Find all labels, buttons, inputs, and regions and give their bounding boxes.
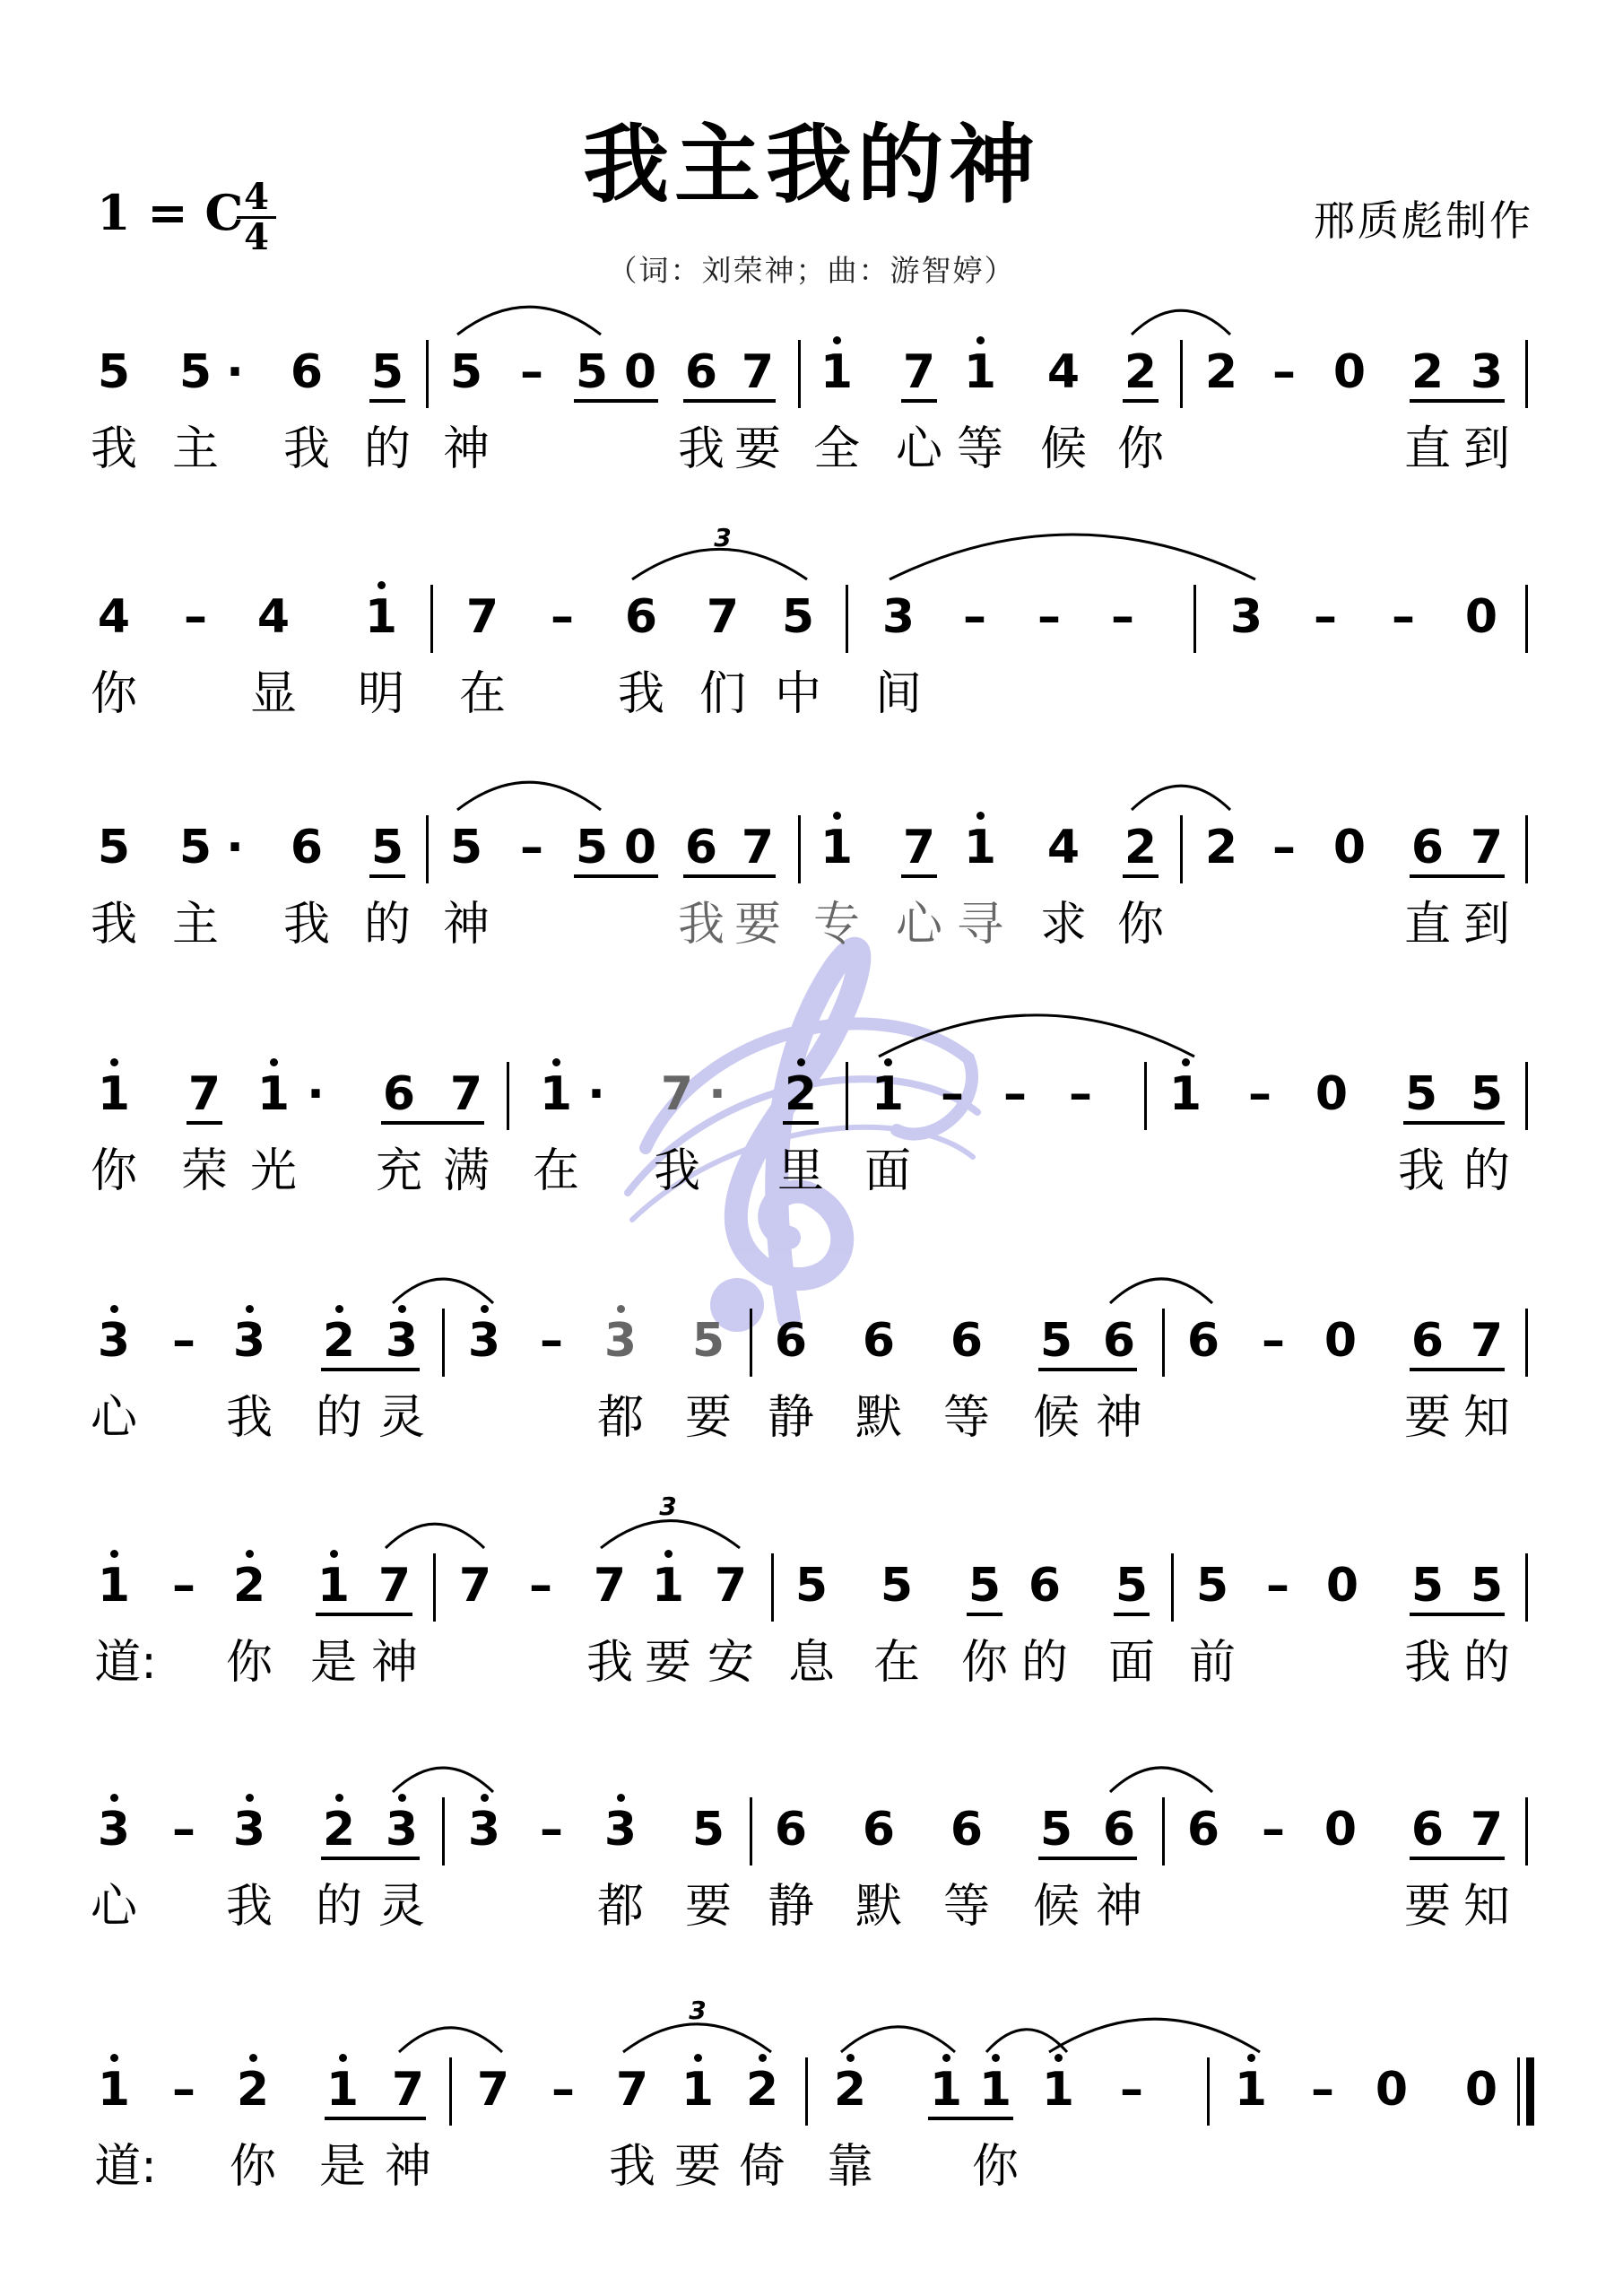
lyric-char: 神 <box>442 898 490 952</box>
lyric-char: 在 <box>458 667 506 721</box>
note: 1 <box>820 345 854 399</box>
lyric-char: 灵 <box>378 1880 425 1934</box>
lyric-char: 求 <box>1039 898 1087 952</box>
note: 4 <box>256 590 291 644</box>
note: 1 <box>1234 2063 1268 2117</box>
note: 7 <box>1470 1314 1504 1368</box>
lyric-char: 候 <box>1032 1880 1080 1934</box>
note: 7 <box>187 1067 221 1121</box>
slur-arc <box>399 2028 502 2052</box>
lyric-char: 神 <box>384 2140 431 2194</box>
key-signature: 1 = C <box>97 184 244 241</box>
note: 5 <box>178 345 213 399</box>
note: 5 <box>97 345 131 399</box>
note: 7 <box>615 2063 649 2117</box>
lyric-char: 的 <box>315 1391 362 1445</box>
dash-note: – <box>172 1314 195 1368</box>
dot-duration: · <box>226 345 244 399</box>
lyric-char: 我 <box>90 898 137 952</box>
lyric-char: 神 <box>1095 1391 1142 1445</box>
note: 6 <box>684 345 718 399</box>
note: 1 <box>963 821 997 874</box>
lyric-char: 默 <box>855 1880 902 1934</box>
note: 2 <box>322 1314 356 1368</box>
note: 1 <box>97 1559 131 1613</box>
note: 6 <box>1410 1803 1445 1857</box>
lyric-char: 你 <box>1116 422 1164 476</box>
note: 1 <box>1041 2063 1075 2117</box>
lyric-char: 们 <box>699 667 746 721</box>
note: 0 <box>1325 1559 1359 1613</box>
dash-note: – <box>172 1803 195 1857</box>
note: 5 <box>1410 1559 1445 1613</box>
note: 3 <box>97 1314 131 1368</box>
dash-note: – <box>1266 1559 1289 1613</box>
note: 6 <box>382 1067 416 1121</box>
note: 5 <box>1404 1067 1438 1121</box>
note: 5 <box>178 821 213 874</box>
note: 0 <box>1315 1067 1349 1121</box>
dash-note: – <box>520 821 543 874</box>
lyric-char: 你 <box>229 2140 276 2194</box>
dash-note: – <box>1037 590 1061 644</box>
note: 3 <box>603 1314 638 1368</box>
lyric-char: 间 <box>874 667 922 721</box>
note: 7 <box>449 1067 483 1121</box>
note: 6 <box>1028 1559 1062 1613</box>
note: 5 <box>370 345 404 399</box>
note: 1 <box>681 2063 715 2117</box>
lyric-char: 神 <box>370 1636 418 1690</box>
lyric-char: 你 <box>1116 898 1164 952</box>
dash-note: – <box>1262 1314 1285 1368</box>
note: 5 <box>968 1559 1002 1613</box>
note: 5 <box>97 821 131 874</box>
lyric-char: 的 <box>1020 1636 1068 1690</box>
note: 5 <box>1039 1803 1073 1857</box>
lyricist-composer-credit: （词：刘荣神；曲：游智婷） <box>607 253 1016 288</box>
note: 1 <box>97 2063 131 2117</box>
note: 1 <box>97 1067 131 1121</box>
dash-note: – <box>520 345 543 399</box>
lyric-char: 心 <box>90 1391 137 1445</box>
note: 1 <box>325 2063 360 2117</box>
note: 7 <box>902 345 936 399</box>
note: 0 <box>1324 1314 1358 1368</box>
lyric-char: 是 <box>309 1636 357 1690</box>
lyric-char: 中 <box>774 667 821 721</box>
note: 5 <box>1470 1067 1504 1121</box>
lyric-char: 到 <box>1462 422 1510 476</box>
lyric-char: 充 <box>375 1144 422 1198</box>
lyric-char: 的 <box>363 422 411 476</box>
dash-note: – <box>540 1803 563 1857</box>
note: 5 <box>781 590 815 644</box>
lyric-char: 候 <box>1039 422 1087 476</box>
time-signature-top: 4 <box>244 176 269 218</box>
note: 6 <box>1102 1803 1136 1857</box>
note: 5 <box>1039 1314 1073 1368</box>
dash-note: – <box>1262 1803 1285 1857</box>
note: 1 <box>1168 1067 1202 1121</box>
dash-note: – <box>963 590 986 644</box>
note: 5 <box>691 1314 725 1368</box>
note: 0 <box>1464 590 1498 644</box>
lyric-char: 主 <box>171 898 219 952</box>
lyric-char: 的 <box>315 1880 362 1934</box>
lyric-char: 的 <box>1462 1144 1510 1198</box>
lyric-char: 光 <box>249 1144 297 1198</box>
lyric-char: 要 <box>673 2140 721 2194</box>
note: 2 <box>1204 821 1238 874</box>
lyric-char: 心 <box>895 898 942 952</box>
triplet-mark: 3 <box>689 1996 707 2025</box>
note: 3 <box>881 590 916 644</box>
note: 5 <box>1115 1559 1149 1613</box>
note: 3 <box>232 1314 266 1368</box>
note: 2 <box>1124 821 1158 874</box>
dash-note: – <box>1272 821 1296 874</box>
lyric-char: 荣 <box>180 1144 228 1198</box>
lyric-char: 你 <box>90 1144 137 1198</box>
dash-note: – <box>540 1314 563 1368</box>
lyric-char: 默 <box>855 1391 902 1445</box>
note: 3 <box>1470 345 1504 399</box>
lyric-char: 要 <box>684 1391 732 1445</box>
note: 2 <box>1410 345 1445 399</box>
dot-duration: · <box>307 1067 325 1121</box>
lyric-char: 都 <box>596 1391 644 1445</box>
lyric-char: 等 <box>956 422 1003 476</box>
dash-note: – <box>1272 345 1296 399</box>
lyric-char: 我 <box>1397 1144 1445 1198</box>
note: 1 <box>820 821 854 874</box>
lyric-char: 我 <box>90 422 137 476</box>
lyric-char: 我 <box>617 667 664 721</box>
note: 2 <box>322 1803 356 1857</box>
note: 4 <box>1046 821 1081 874</box>
lyric-char: 我 <box>653 1144 700 1198</box>
lyric-char: 靠 <box>826 2140 873 2194</box>
dash-note: – <box>1120 2063 1143 2117</box>
note: 7 <box>741 345 775 399</box>
lyric-char: 寻 <box>956 898 1003 952</box>
note: 6 <box>624 590 658 644</box>
lyric-char: 心 <box>90 1880 137 1934</box>
lyric-char: 我 <box>282 422 330 476</box>
dot-duration: · <box>708 1067 726 1121</box>
note: 5 <box>1470 1559 1504 1613</box>
lyric-char: 满 <box>442 1144 490 1198</box>
lyric-char: 在 <box>872 1636 920 1690</box>
note: 7 <box>741 821 775 874</box>
lyric-char: 你 <box>90 667 137 721</box>
lyric-char: 道: <box>94 2140 157 2194</box>
note: 5 <box>449 345 483 399</box>
note: 0 <box>1332 345 1367 399</box>
dash-note: – <box>1392 590 1415 644</box>
dash-note: – <box>551 590 574 644</box>
slur-arc <box>1049 2019 1260 2052</box>
note: 0 <box>623 821 657 874</box>
lyric-char: 我 <box>677 898 725 952</box>
lyric-char: 我 <box>608 2140 655 2194</box>
lyric-char: 我 <box>225 1880 273 1934</box>
note: 6 <box>290 821 324 874</box>
note: 7 <box>391 2063 425 2117</box>
note: 0 <box>1375 2063 1409 2117</box>
note: 1 <box>963 345 997 399</box>
lyric-char: 静 <box>767 1391 814 1445</box>
lyric-char: 里 <box>777 1144 824 1198</box>
note: 0 <box>623 345 657 399</box>
dash-note: – <box>551 2063 575 2117</box>
note: 6 <box>1410 1314 1445 1368</box>
lyric-char: 我 <box>1403 1636 1451 1690</box>
lyric-char: 候 <box>1032 1391 1080 1445</box>
lyric-char: 都 <box>596 1880 644 1934</box>
note: 4 <box>97 590 131 644</box>
note: 7 <box>476 2063 510 2117</box>
lyric-char: 要 <box>644 1636 691 1690</box>
dash-note: – <box>941 1067 964 1121</box>
note: 7 <box>902 821 936 874</box>
note: 5 <box>370 821 404 874</box>
note: 3 <box>385 1803 419 1857</box>
note: 6 <box>290 345 324 399</box>
note: 6 <box>1186 1314 1220 1368</box>
note: 2 <box>745 2063 779 2117</box>
note: 3 <box>385 1314 419 1368</box>
lyric-char: 直 <box>1403 422 1451 476</box>
lyric-char: 主 <box>171 422 219 476</box>
note: 7 <box>660 1067 694 1121</box>
lyric-char: 要 <box>1403 1880 1451 1934</box>
note: 3 <box>1229 590 1263 644</box>
note: 1 <box>539 1067 573 1121</box>
lyric-char: 到 <box>1462 898 1510 952</box>
note: 6 <box>950 1314 984 1368</box>
note: 5 <box>1195 1559 1229 1613</box>
lyric-char: 直 <box>1403 898 1451 952</box>
lyric-char: 要 <box>733 422 781 476</box>
dash-note: – <box>1069 1067 1092 1121</box>
note: 1 <box>364 590 398 644</box>
note: 6 <box>684 821 718 874</box>
lyric-char: 道: <box>94 1636 157 1690</box>
lyric-char: 我 <box>586 1636 633 1690</box>
note: 5 <box>880 1559 914 1613</box>
lyric-char: 等 <box>942 1391 990 1445</box>
note: 3 <box>467 1803 501 1857</box>
lyric-char: 要 <box>733 898 781 952</box>
note: 2 <box>833 2063 867 2117</box>
lyric-char: 倚 <box>738 2140 785 2194</box>
note: 1 <box>317 1559 351 1613</box>
note: 1 <box>256 1067 291 1121</box>
triplet-mark: 3 <box>714 523 732 552</box>
lyric-char: 全 <box>812 422 860 476</box>
note: 7 <box>465 590 499 644</box>
note: 6 <box>862 1803 896 1857</box>
lyric-char: 的 <box>1462 1636 1510 1690</box>
note: 2 <box>236 2063 270 2117</box>
dash-note: – <box>1111 590 1134 644</box>
note: 7 <box>714 1559 748 1613</box>
note: 5 <box>794 1559 829 1613</box>
note: 6 <box>1102 1314 1136 1368</box>
lyric-char: 明 <box>357 667 404 721</box>
note: 6 <box>950 1803 984 1857</box>
note: 6 <box>774 1314 808 1368</box>
lyric-char: 在 <box>532 1144 579 1198</box>
note: 7 <box>706 590 740 644</box>
note: 1 <box>871 1067 905 1121</box>
note: 5 <box>691 1803 725 1857</box>
note: 2 <box>1204 345 1238 399</box>
note: 1 <box>929 2063 963 2117</box>
lyric-char: 心 <box>895 422 942 476</box>
note: 5 <box>575 345 609 399</box>
lyric-char: 我 <box>677 422 725 476</box>
time-signature-bottom: 4 <box>244 216 269 258</box>
dash-note: – <box>1311 2063 1334 2117</box>
dash-note: – <box>1314 590 1337 644</box>
maker-credit: 邢质彪制作 <box>1314 196 1533 245</box>
lyric-char: 神 <box>442 422 490 476</box>
note: 1 <box>978 2063 1012 2117</box>
dash-note: – <box>1003 1067 1027 1121</box>
lyric-char: 面 <box>1107 1636 1155 1690</box>
note: 3 <box>467 1314 501 1368</box>
note: 7 <box>458 1559 492 1613</box>
note: 3 <box>603 1803 638 1857</box>
dash-note: – <box>172 2063 195 2117</box>
slur-arc <box>623 2024 771 2052</box>
lyric-char: 是 <box>318 2140 366 2194</box>
dash-note: – <box>1248 1067 1271 1121</box>
note: 4 <box>1046 345 1081 399</box>
note: 3 <box>232 1803 266 1857</box>
lyric-char: 我 <box>282 898 330 952</box>
note: 7 <box>378 1559 412 1613</box>
dash-note: – <box>184 590 207 644</box>
note: 6 <box>774 1803 808 1857</box>
dot-duration: · <box>226 821 244 874</box>
song-title: 我主我的神 <box>583 114 1040 215</box>
lyric-char: 显 <box>249 667 297 721</box>
lyric-char: 我 <box>225 1391 273 1445</box>
lyric-char: 息 <box>787 1636 835 1690</box>
dash-note: – <box>529 1559 552 1613</box>
note: 1 <box>651 1559 685 1613</box>
lyric-char: 你 <box>225 1636 273 1690</box>
lyric-char: 灵 <box>378 1391 425 1445</box>
note: 0 <box>1332 821 1367 874</box>
note: 3 <box>97 1803 131 1857</box>
lyric-char: 你 <box>960 1636 1008 1690</box>
note: 0 <box>1324 1803 1358 1857</box>
note: 5 <box>449 821 483 874</box>
note: 7 <box>1470 821 1504 874</box>
note: 0 <box>1464 2063 1498 2117</box>
lyric-char: 安 <box>707 1636 754 1690</box>
lyric-char: 的 <box>363 898 411 952</box>
note: 6 <box>1186 1803 1220 1857</box>
lyric-char: 知 <box>1462 1391 1510 1445</box>
note: 2 <box>784 1067 818 1121</box>
lyric-char: 要 <box>1403 1391 1451 1445</box>
lyric-char: 知 <box>1462 1880 1510 1934</box>
lyric-char: 你 <box>971 2140 1019 2194</box>
lyric-char: 专 <box>812 898 860 952</box>
lyric-char: 面 <box>864 1144 911 1198</box>
lyric-char: 静 <box>767 1880 814 1934</box>
note: 2 <box>232 1559 266 1613</box>
lyric-char: 要 <box>684 1880 732 1934</box>
dash-note: – <box>172 1559 195 1613</box>
lyric-char: 等 <box>942 1880 990 1934</box>
dot-duration: · <box>587 1067 605 1121</box>
lyric-char: 神 <box>1095 1880 1142 1934</box>
note: 6 <box>862 1314 896 1368</box>
note: 7 <box>593 1559 627 1613</box>
triplet-mark: 3 <box>659 1492 677 1521</box>
note: 5 <box>575 821 609 874</box>
note: 2 <box>1124 345 1158 399</box>
lyric-char: 前 <box>1188 1636 1236 1690</box>
note: 6 <box>1410 821 1445 874</box>
slur-arc <box>841 2027 955 2052</box>
note: 7 <box>1470 1803 1504 1857</box>
